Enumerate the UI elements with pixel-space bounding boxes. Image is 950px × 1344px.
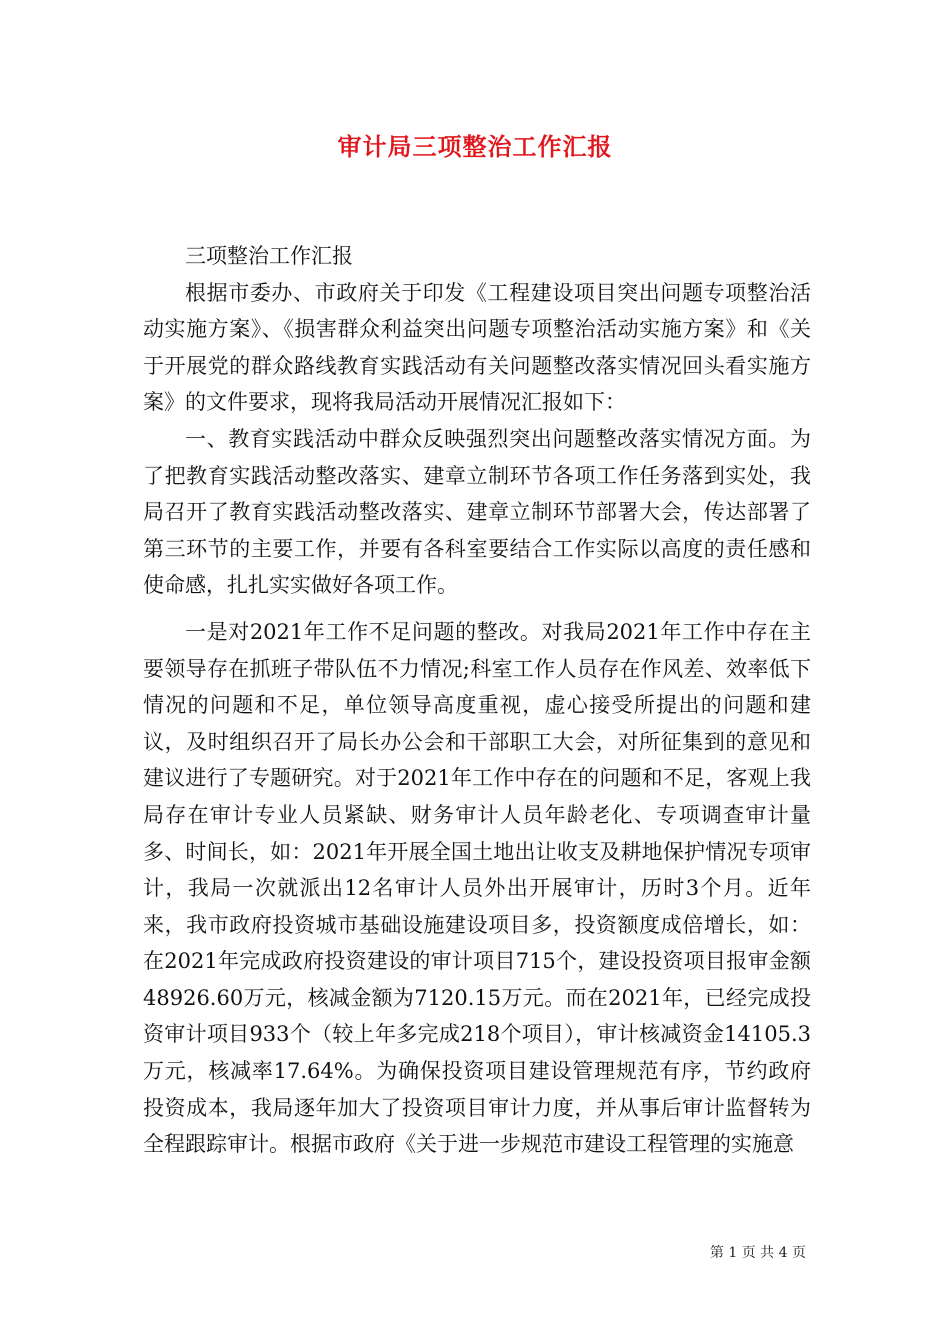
paragraph-intro: 根据市委办、市政府关于印发《工程建设项目突出问题专项整治活动实施方案》、《损害群众利益突出问题专项整治活动实施方案》和《关于开展党的群众路线教育实践活动有关问题整改落实情况回头看实施方案》的文件要求，现将我局活动开展情况汇报如下： bbox=[143, 280, 811, 415]
document-subtitle: 三项整治工作汇报 bbox=[185, 244, 353, 268]
document-body bbox=[143, 238, 811, 1163]
paragraph-section-one: 一、教育实践活动中群众反映强烈突出问题整改落实情况方面。为了把教育实践活动整改落实、建章立制环节各项工作任务落到实处，我局召开了教育实践活动整改落实、建章立制环节部署大会，传达部署了第三环节的主要工作，并要有各科室要结合工作实际以高度的责任感和使命感，扎扎实实做好各项工作。 bbox=[143, 426, 811, 598]
paragraph-rectification: 一是对2021年工作不足问题的整改。对我局2021年工作中存在主要领导存在抓班子带队伍不力情况;科室工作人员存在作风差、效率低下情况的问题和不足，单位领导高度重视，虚心接受所提出的问题和建议，及时组织召开了局长办公会和干部职工大会，对所征集到的意见和建议进行了专题研究。对于2021年工作中存在的问题和不足，客观上我局存在审计专业人员紧缺、财务审计人员年龄老化、专项调查审计量多、时间长，如：2021年开展全国土地出让收支及耕地保护情况专项审计，我局一次就派出12名审计人员外出开展审计，历时3个月。近年来，我市政府投资城市基础设施建设项目多，投资额度成倍增长，如：在2021年完成政府投资建设的审计项目715个，建设投资项目报审金额48926.60万元，核减金额为7120.15万元。而在2021年，已经完成投资审计项目933个（较上年多完成218个项目），审计核减资金14105.3万元，核减率17.64%。为确保投资项目建设管理规范有序，节约政府投资成本，我局逐年加大了投资项目审计力度，并从事后审计监督转为全程跟踪审计。根据市政府《关于进一步规范市建设工程管理的实施意 bbox=[143, 619, 811, 1157]
document-title: 审计局三项整治工作汇报 bbox=[337, 132, 613, 161]
page-number: 第 1 页 共 4 页 bbox=[709, 1245, 806, 1261]
